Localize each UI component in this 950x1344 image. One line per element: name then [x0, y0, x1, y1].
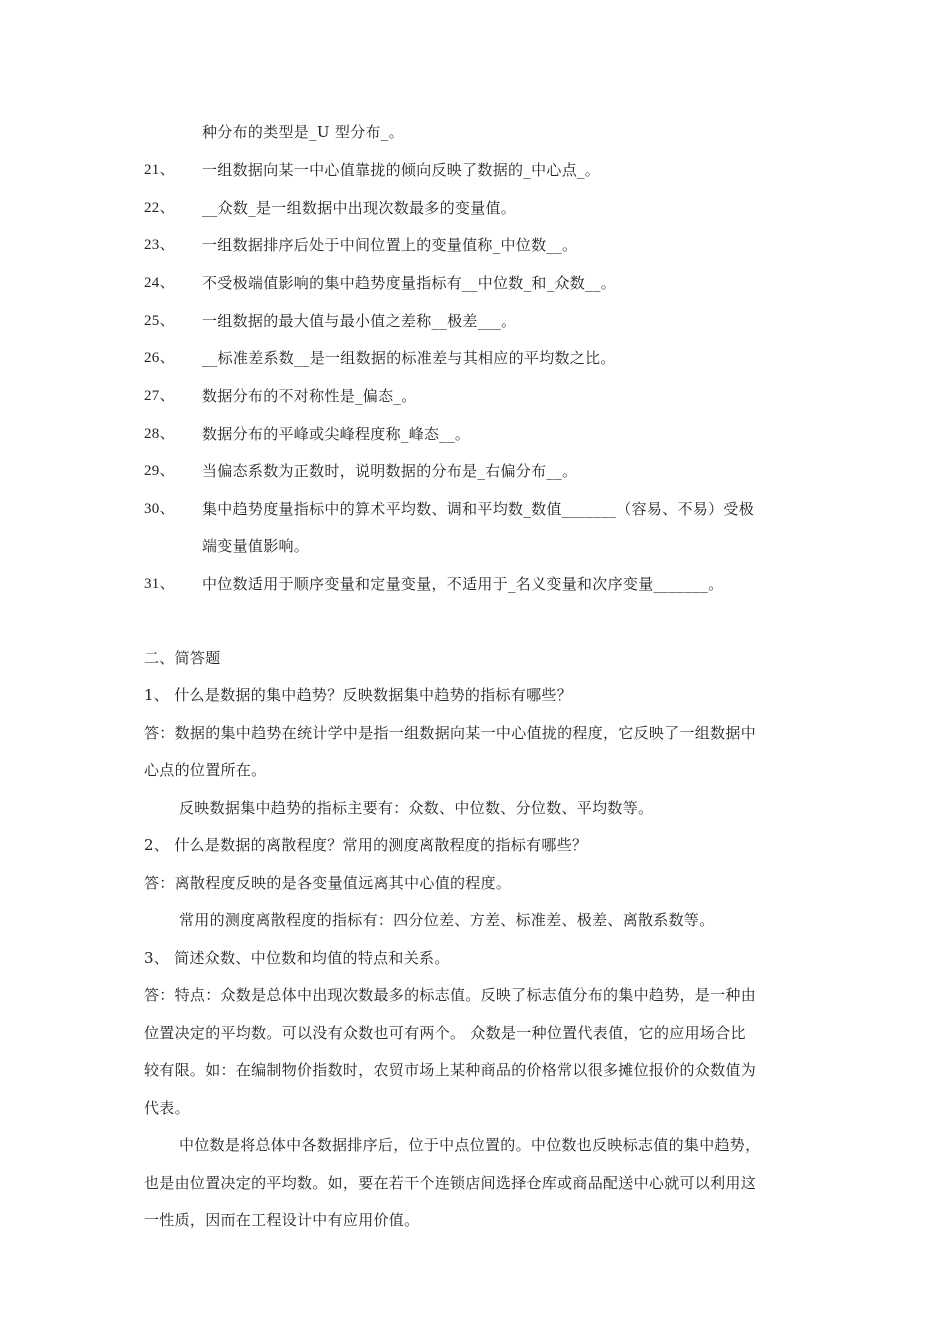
item-number: 30、 [144, 501, 175, 517]
answer-3-line: 答：特点：众数是总体中出现次数最多的标志值。反映了标志值分布的集中趋势，是一种由 [144, 986, 757, 1004]
section-heading: 二、简答题 [144, 649, 221, 667]
answer-3-line: 位置决定的平均数。可以没有众数也可有两个。 众数是一种位置代表值，它的应用场合比 [144, 1024, 746, 1042]
answer-1-line: 心点的位置所在。 [144, 761, 267, 779]
item-text: 一组数据排序后处于中间位置上的变量值称_中位数__。 [202, 236, 578, 254]
question-3: 3、 简述众数、中位数和均值的特点和关系。 [144, 949, 450, 967]
answer-3-paragraph-line: 也是由位置决定的平均数。如，要在若干个连锁店间选择仓库或商品配送中心就可以利用这 [144, 1174, 757, 1192]
question-1: 1、 什么是数据的集中趋势？反映数据集中趋势的指标有哪些？ [144, 686, 573, 704]
item-text: 一组数据向某一中心值靠拢的倾向反映了数据的_中心点_。 [202, 161, 601, 179]
answer-1-line: 答：数据的集中趋势在统计学中是指一组数据向某一中心值拢的程度，它反映了一组数据中 [144, 724, 757, 742]
answer-2-line: 答：离散程度反映的是各变量值远离其中心值的程度。 [144, 874, 512, 892]
item-number: 23、 [144, 237, 175, 253]
question-2: 2、 什么是数据的离散程度？常用的测度离散程度的指标有哪些？ [144, 836, 588, 854]
item-number: 27、 [144, 388, 175, 404]
answer-2-paragraph: 常用的测度离散程度的指标有：四分位差、方差、标准差、极差、离散系数等。 [179, 911, 715, 929]
item-text: 中位数适用于顺序变量和定量变量，不适用于_名义变量和次序变量_______。 [202, 575, 724, 593]
item-number: 26、 [144, 350, 175, 366]
item-text: __标准差系数__是一组数据的标准差与其相应的平均数之比。 [202, 349, 616, 367]
item-text: __众数_是一组数据中出现次数最多的变量值。 [202, 199, 517, 217]
answer-1-paragraph: 反映数据集中趋势的指标主要有：众数、中位数、分位数、平均数等。 [179, 799, 654, 817]
item-number: 22、 [144, 200, 175, 216]
item-number: 21、 [144, 162, 175, 178]
item-number: 24、 [144, 275, 175, 291]
item-text: 集中趋势度量指标中的算术平均数、调和平均数_数值_______（容易、不易）受极 [202, 500, 755, 518]
item-number: 25、 [144, 313, 175, 329]
item-number: 28、 [144, 426, 175, 442]
item-text: 不受极端值影响的集中趋势度量指标有__中位数_和_众数__。 [202, 274, 617, 292]
item-text-continuation: 端变量值影响。 [202, 537, 310, 555]
answer-3-line: 代表。 [144, 1099, 190, 1117]
answer-3-paragraph-line: 中位数是将总体中各数据排序后，位于中点位置的。中位数也反映标志值的集中趋势， [179, 1136, 761, 1154]
item-number: 29、 [144, 463, 175, 479]
item-text: 数据分布的平峰或尖峰程度称_峰态__。 [202, 425, 471, 443]
item-text: 一组数据的最大值与最小值之差称__极差___。 [202, 312, 517, 330]
answer-3-paragraph-line: 一性质，因而在工程设计中有应用价值。 [144, 1211, 420, 1229]
item-text: 当偏态系数为正数时，说明数据的分布是_右偏分布__。 [202, 462, 578, 480]
item-text: 数据分布的不对称性是_偏态_。 [202, 387, 417, 405]
item-20-continuation: 种分布的类型是_U 型分布_。 [202, 123, 404, 141]
answer-3-line: 较有限。如：在编制物价指数时，农贸市场上某种商品的价格常以很多摊位报价的众数值为 [144, 1061, 757, 1079]
item-number: 31、 [144, 576, 175, 592]
